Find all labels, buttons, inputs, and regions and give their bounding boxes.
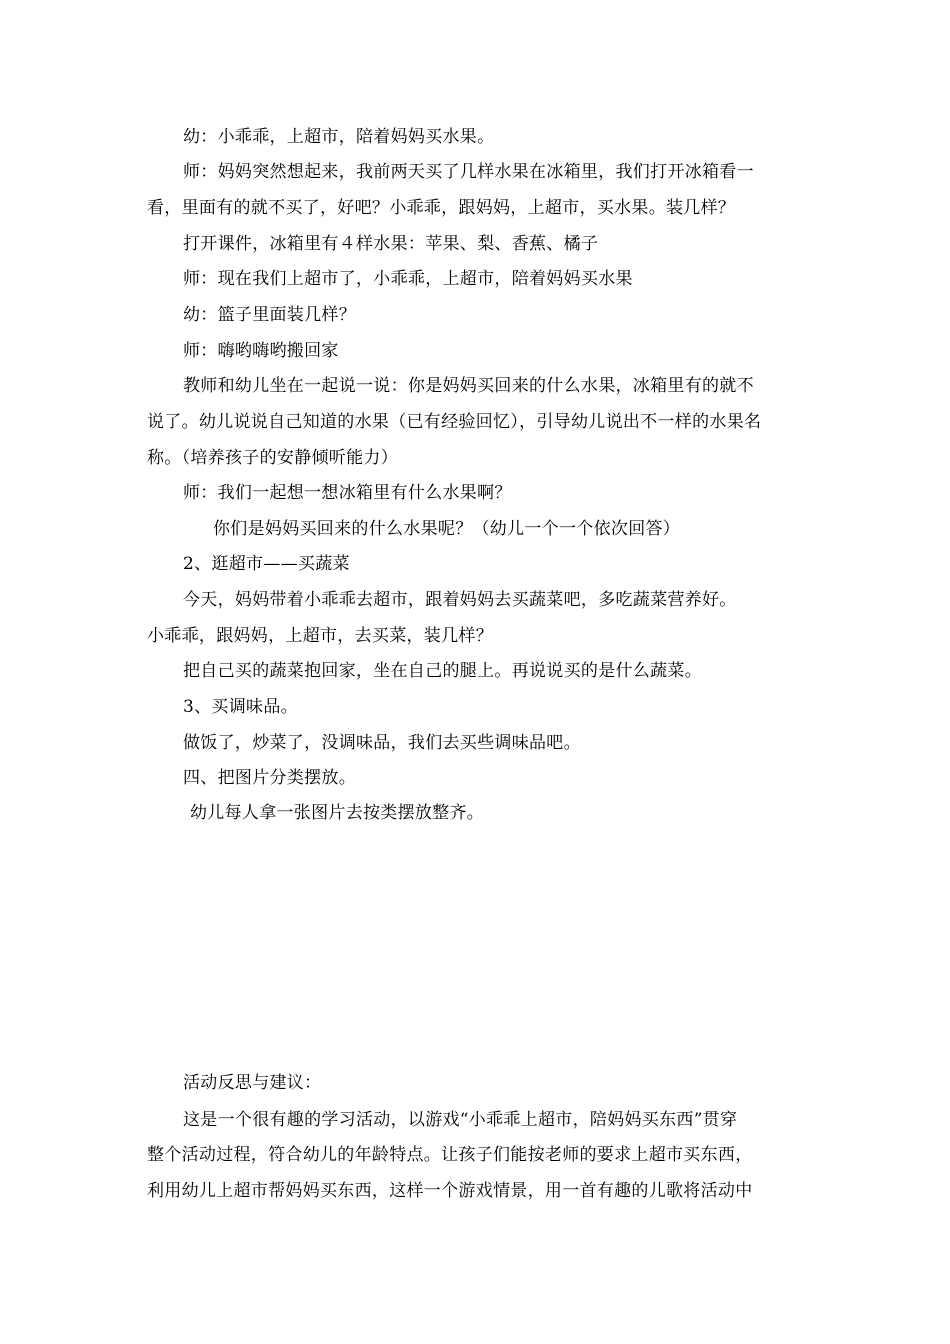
- section-heading: 3、买调味品。: [183, 697, 298, 717]
- text-line: 小乖乖，跟妈妈，上超市，去买菜，装几样？: [147, 626, 493, 646]
- text-line: 打开课件，冰箱里有４样水果：苹果、梨、香蕉、橘子: [183, 234, 599, 254]
- reflection-heading: 活动反思与建议：: [183, 1073, 322, 1093]
- section-heading: 2、逛超市——买蔬菜: [183, 554, 350, 574]
- text-line: 今天，妈妈带着小乖乖去超市，跟着妈妈去买蔬菜吧，多吃蔬菜营养好。: [183, 590, 737, 610]
- text-line: 看，里面有的就不买了，好吧？小乖乖，跟妈妈，上超市，买水果。装几样？: [147, 198, 736, 218]
- text-line: 称。（培养孩子的安静倾听能力）: [147, 448, 398, 468]
- text-line: 利用幼儿上超市帮妈妈买东西，这样一个游戏情景，用一首有趣的儿歌将活动中: [147, 1181, 753, 1201]
- text-line: 教师和幼儿坐在一起说一说：你是妈妈买回来的什么水果，冰箱里有的就不: [183, 376, 754, 396]
- text-line: 幼：篮子里面装几样？: [183, 305, 356, 325]
- text-line: 师：我们一起想一想冰箱里有什么水果啊？: [183, 483, 512, 503]
- text-line: 说了。幼儿说说自己知道的水果（已有经验回忆），引导幼儿说出不一样的水果名: [147, 412, 762, 432]
- text-line: 师：现在我们上超市了，小乖乖，上超市，陪着妈妈买水果: [183, 269, 633, 289]
- text-line: 幼儿每人拿一张图片去按类摆放整齐。: [190, 803, 485, 823]
- text-line: 做饭了，炒菜了，没调味品，我们去买些调味品吧。: [183, 733, 581, 753]
- text-line: 幼：小乖乖，上超市，陪着妈妈买水果。: [183, 127, 495, 147]
- text-line: 把自己买的蔬菜抱回家，坐在自己的腿上。再说说买的是什么蔬菜。: [183, 661, 702, 681]
- text-line: 这是一个很有趣的学习活动，以游戏“小乖乖上超市，陪妈妈买东西”贯穿: [183, 1110, 738, 1130]
- text-line: 你们是妈妈买回来的什么水果呢？（幼儿一个一个依次回答）: [213, 519, 681, 539]
- text-line: 整个活动过程，符合幼儿的年龄特点。让孩子们能按老师的要求上超市买东西，: [147, 1145, 753, 1165]
- text-line: 师：嗨哟嗨哟搬回家: [183, 341, 339, 361]
- text-line: 师：妈妈突然想起来，我前两天买了几样水果在冰箱里，我们打开冰箱看一: [183, 162, 754, 182]
- section-heading: 四、把图片分类摆放。: [183, 768, 356, 788]
